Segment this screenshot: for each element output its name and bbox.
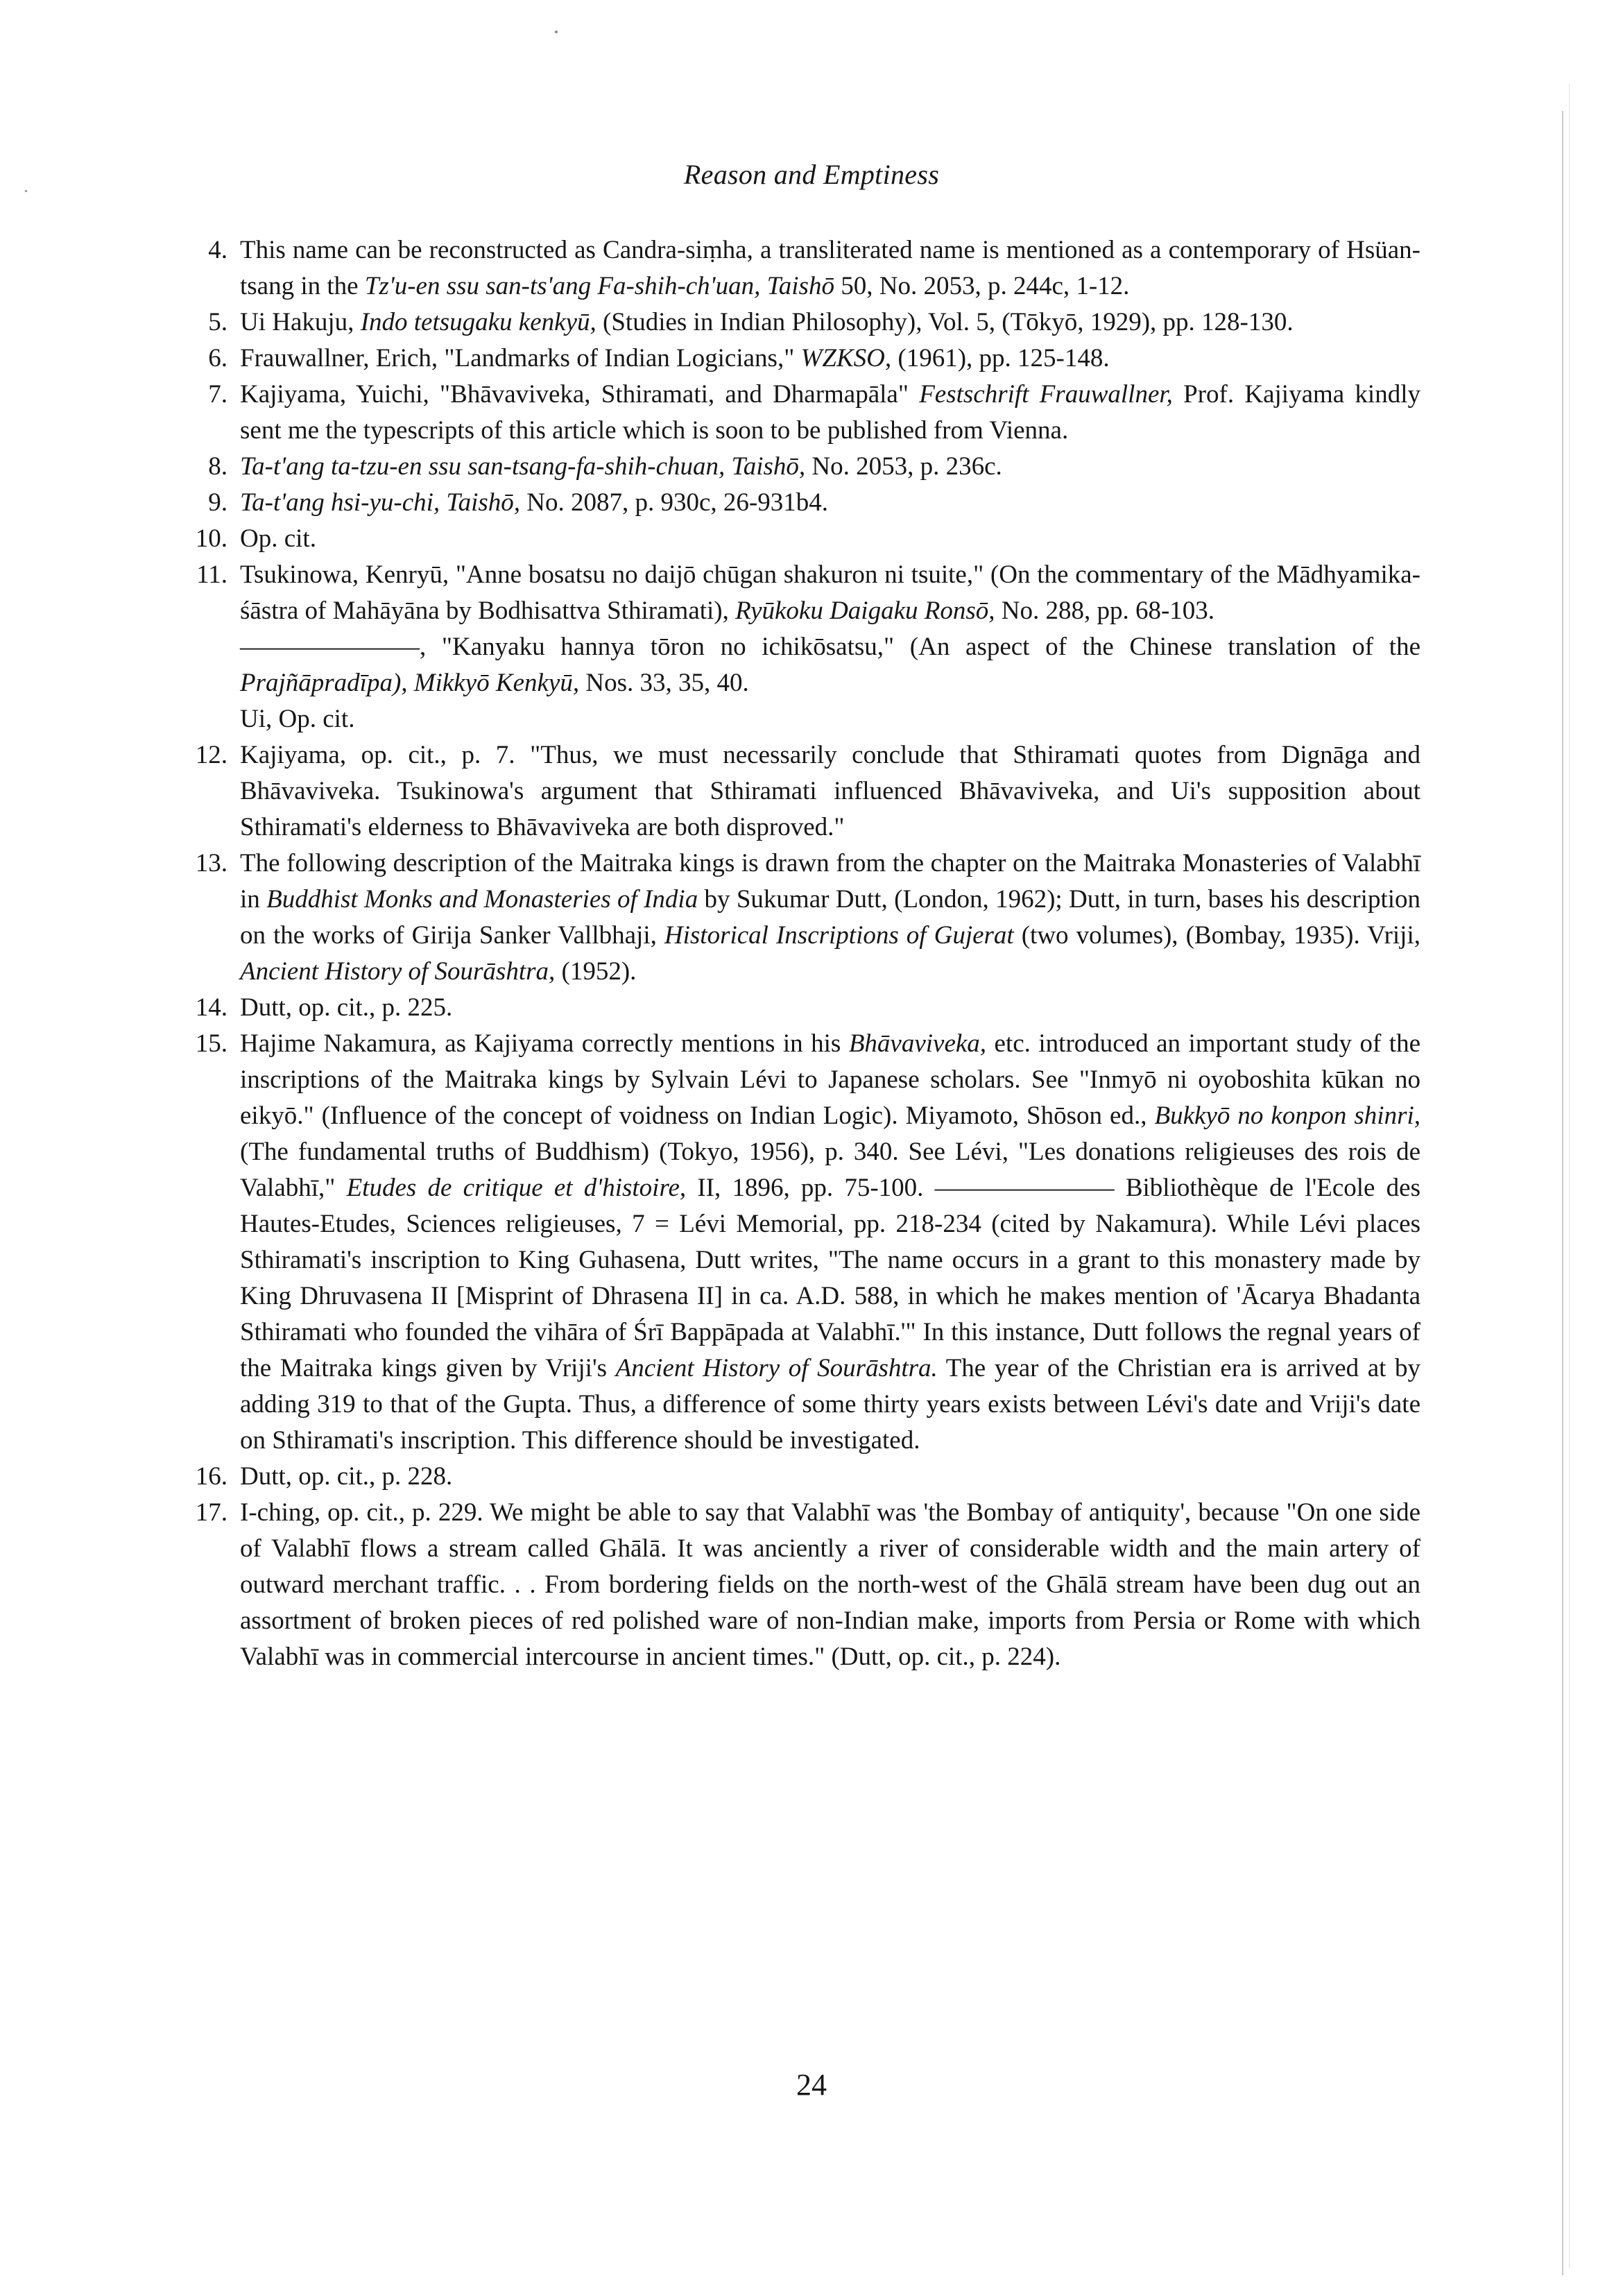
endnote-body	[240, 485, 1420, 521]
note-text: Kajiyama, op. cit., p. 7. "Thus, we must necessarily conclude that Sthiramati quotes from Dignāga and Bhāvaviveka. Tsukinowa's argument that Sthiramati influenced Bhāvaviveka, and Ui's supposition about Sthiramati's elderness to Bhāvaviveka are both disproved."	[240, 741, 1420, 841]
note-text: Prof. Kajiyama kindly sent me the typescripts of this article which is soon to be published from Vienna.	[240, 380, 1420, 445]
note-text: (The fundamental truths of Buddhism) (Tokyo, 1956), p. 340. See Lévi, "Les donations religieuses des rois de Valabhī,"	[240, 1138, 1420, 1202]
endnote-8	[186, 449, 1420, 485]
endnote-continuation	[240, 701, 1420, 737]
note-italic-text: Tz'u-en ssu san-ts'ang Fa-shih-ch'uan, Taishō	[364, 272, 834, 300]
note-text: ———————, "Kanyaku hannya tōron no ichikōsatsu," (An aspect of the Chinese translation of the	[240, 633, 1420, 661]
note-text: I-ching, op. cit., p. 229. We might be able to say that Valabhī was 'the Bombay of antiquity', because "On one side of Valabhī flows a stream called Ghālā. It was anciently a river of considerable width and the main artery of outward merchant traffic. . . From bordering fields on the north-west of the Ghālā stream have been dug out an assortment of broken pieces of red polished ware of non-Indian make, imports from Persia or Rome with which Valabhī was in commercial intercourse in ancient times." (Dutt, op. cit., p. 224).	[240, 1498, 1420, 1671]
note-italic-text: Indo tetsugaku kenkyū,	[360, 308, 596, 336]
endnotes-list	[186, 232, 1420, 1675]
note-italic-text: Ta-t'ang ta-tzu-en ssu san-tsang-fa-shih-chuan, Taishō,	[240, 452, 806, 481]
note-text: Op. cit.	[240, 524, 316, 553]
note-italic-text: Ancient History of Sourāshtra.	[615, 1354, 938, 1382]
note-text: (two volumes), (Bombay, 1935). Vriji,	[1013, 921, 1420, 950]
endnote-body	[240, 990, 1420, 1026]
running-head: Reason and Emptiness	[683, 159, 940, 190]
endnote-number: 10 .	[186, 521, 227, 557]
note-text: Dutt, op. cit., p. 225.	[240, 993, 453, 1022]
note-text: (1952).	[555, 957, 637, 986]
endnote-number: 14 .	[186, 990, 227, 1026]
scan-speck	[555, 31, 558, 33]
endnote-body	[240, 449, 1420, 485]
endnote-11	[186, 557, 1420, 737]
endnote-number: 13 .	[186, 846, 227, 882]
endnote-6	[186, 341, 1420, 377]
note-text: Ui Hakuju,	[240, 308, 361, 336]
endnote-number: 17 .	[186, 1495, 227, 1531]
endnote-number: 9 .	[186, 485, 227, 521]
note-text: Dutt, op. cit., p. 228.	[240, 1462, 453, 1491]
endnote-14	[186, 990, 1420, 1026]
endnote-number: 15 .	[186, 1026, 227, 1062]
note-italic-text: Historical Inscriptions of Gujerat	[664, 921, 1014, 950]
note-text: II, 1896, pp. 75-100. ——————— Bibliothèque de l'Ecole des Hautes-Etudes, Sciences religieuses, 7 = Lévi Memorial, pp. 218-234 (cited by Nakamura). While Lévi places Sthiramati's inscription to King Guhasena, Dutt writes, "The name occurs in a grant to this monastery made by King Dhruvasena II [Misprint of Dhrasena II] in ca. A.D. 588, in which he makes mention of 'Ācarya Bhadanta Sthiramati who founded the vihāra of Śrī Bappāpada at Valabhī.'" In this instance, Dutt follows the regnal years of the Maitraka kings given by Vriji's	[240, 1174, 1420, 1382]
endnote-13	[186, 846, 1420, 990]
endnote-body	[240, 1495, 1420, 1675]
endnote-body	[240, 521, 1420, 557]
scan-edge-line	[1562, 111, 1563, 2275]
endnote-number: 16 .	[186, 1459, 227, 1495]
endnote-body	[240, 1026, 1420, 1459]
endnote-body	[240, 305, 1420, 341]
note-text: 50, No. 2053, p. 244c, 1-12.	[834, 272, 1130, 300]
scan-edge-shadow	[1569, 83, 1570, 2268]
note-text: No. 288, pp. 68-103.	[995, 597, 1215, 625]
note-italic-text: Buddhist Monks and Monasteries of India	[266, 885, 698, 914]
note-text: Nos. 33, 35, 40.	[579, 669, 749, 697]
note-italic-text: Bukkyō no konpon shinri,	[1154, 1102, 1420, 1130]
note-text: No. 2053, p. 236c.	[805, 452, 1002, 481]
endnote-number: 6 .	[186, 341, 227, 377]
endnote-number: 7 .	[186, 377, 227, 413]
note-italic-text: Ta-t'ang hsi-yu-chi, Taishō,	[240, 488, 521, 517]
note-text: This name can be reconstructed as Candra-siṃha, a transliterated name is mentioned as a contemporary of Hsüan-tsang in the	[240, 236, 1420, 300]
note-italic-text: Ryūkoku Daigaku Ronsō,	[735, 597, 995, 625]
endnote-4	[186, 232, 1420, 305]
endnote-body	[240, 232, 1420, 305]
note-text: by Sukumar Dutt, (London, 1962); Dutt, in turn, bases his description on the works of Girija Sanker Vallbhaji,	[240, 885, 1421, 950]
endnote-17	[186, 1495, 1420, 1675]
endnote-number: 11 .	[186, 557, 227, 593]
note-italic-text: Bhāvaviveka,	[848, 1029, 987, 1058]
note-italic-text: Ancient History of Sourāshtra,	[240, 957, 556, 986]
note-italic-text: Etudes de critique et d'histoire,	[346, 1174, 687, 1202]
endnote-15	[186, 1026, 1420, 1459]
endnote-number: 8 .	[186, 449, 227, 485]
note-text: Hajime Nakamura, as Kajiyama correctly mentions in his	[240, 1029, 849, 1058]
note-text: Tsukinowa, Kenryū, "Anne bosatsu no daijō chūgan shakuron ni tsuite," (On the commentary of the Mādhyamika-śāstra of Mahāyāna by Bodhisattva Sthiramati),	[240, 560, 1420, 625]
note-text: The following description of the Maitraka kings is drawn from the chapter on the Maitraka Monasteries of Valabhī in	[240, 849, 1420, 914]
note-text: Ui, Op. cit.	[240, 705, 355, 733]
endnote-body	[240, 557, 1420, 629]
endnote-number: 12 .	[186, 737, 227, 773]
note-italic-text: WZKSO,	[800, 344, 892, 372]
note-text: etc. introduced an important study of the inscriptions of the Maitraka kings by Sylvain Lévi to Japanese scholars. See "Inmyō ni oyoboshita kūkan no eikyō." (Influence of the concept of voidness on Indian Logic). Miyamoto, Shōson ed.,	[240, 1029, 1420, 1130]
endnote-body	[240, 737, 1420, 846]
note-text: The year of the Christian era is arrived at by adding 319 to that of the Gupta. Thus, a difference of some thirty years exists between Lévi's date and Vriji's date on Sthiramati's inscription. This difference should be investigated.	[240, 1354, 1420, 1455]
endnote-5	[186, 305, 1420, 341]
endnote-body	[240, 846, 1420, 990]
page-number: 24	[796, 2068, 827, 2102]
endnote-7	[186, 377, 1420, 449]
note-text: No. 2087, p. 930c, 26-931b4.	[520, 488, 828, 517]
note-text: Frauwallner, Erich, "Landmarks of Indian Logicians,"	[240, 344, 801, 372]
endnote-number: 5 .	[186, 305, 227, 341]
endnote-16	[186, 1459, 1420, 1495]
note-text: (1961), pp. 125-148.	[891, 344, 1110, 372]
note-italic-text: Prajñāpradīpa), Mikkyō Kenkyū,	[240, 669, 580, 697]
endnote-10	[186, 521, 1420, 557]
note-text: (Studies in Indian Philosophy), Vol. 5, (Tōkyō, 1929), pp. 128-130.	[596, 308, 1294, 336]
endnote-body	[240, 341, 1420, 377]
endnote-body	[240, 1459, 1420, 1495]
endnote-number: 4 .	[186, 232, 227, 268]
endnote-continuation	[240, 629, 1420, 701]
endnote-12	[186, 737, 1420, 846]
endnote-9	[186, 485, 1420, 521]
note-italic-text: Festschrift Frauwallner,	[919, 380, 1173, 409]
note-text: Kajiyama, Yuichi, "Bhāvaviveka, Sthiramati, and Dharmapāla"	[240, 380, 920, 409]
endnote-body	[240, 377, 1420, 449]
